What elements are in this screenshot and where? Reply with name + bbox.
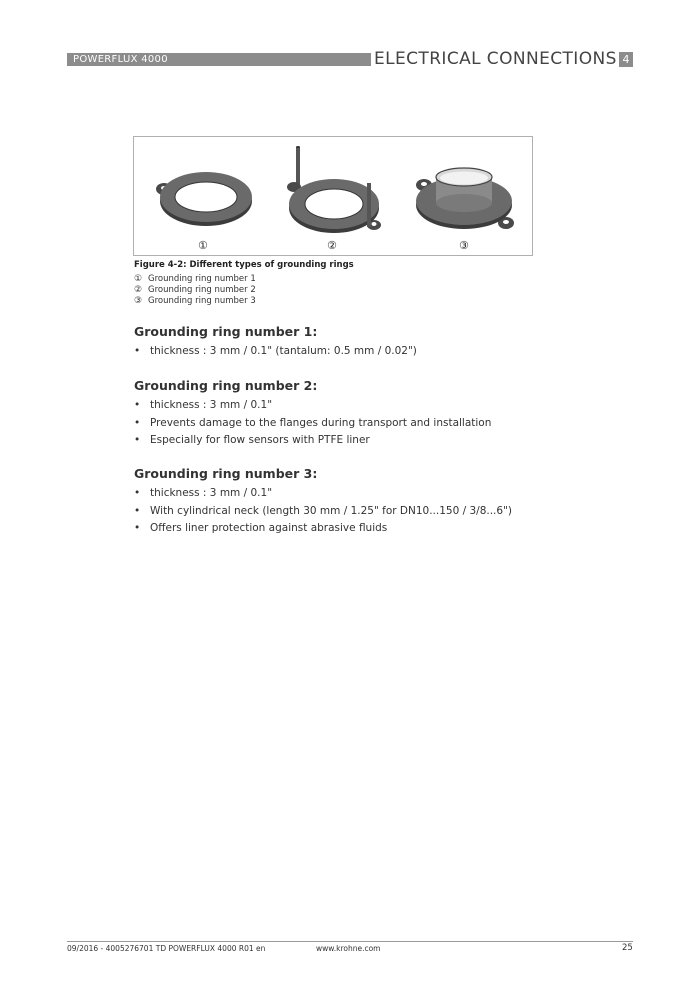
grounding-ring-2-image: [287, 146, 381, 233]
footer-website-link[interactable]: www.krohne.com: [316, 944, 381, 953]
legend-text: Grounding ring number 1: [148, 274, 256, 284]
header-bar: [67, 53, 371, 66]
grounding-ring-1-image: [156, 172, 252, 226]
bullet-dot: •: [134, 434, 141, 446]
legend-mark: ③: [134, 296, 143, 306]
bullet-item: [134, 520, 512, 538]
bullet-dot: •: [134, 487, 141, 499]
product-name: POWERFLUX 4000: [73, 54, 168, 65]
bullet-item: [134, 503, 512, 521]
bullet-item: [134, 415, 491, 433]
bullet-list-ring-2: [134, 397, 491, 450]
bullet-text: Especially for flow sensors with PTFE liner: [150, 434, 370, 446]
bullet-list-ring-3: [134, 485, 512, 538]
bullet-item: [134, 397, 491, 415]
legend-text: Grounding ring number 3: [148, 296, 256, 306]
figure-caption: Figure 4-2: Different types of grounding rings: [134, 260, 354, 270]
bullet-dot: •: [134, 504, 141, 517]
legend-mark: ②: [134, 285, 143, 295]
figure-number-1: ①: [198, 239, 208, 252]
figure-frame: [133, 136, 533, 256]
legend-item: [134, 296, 256, 307]
bullet-text: Prevents damage to the flanges during transport and installation: [150, 416, 492, 429]
legend-item: [134, 285, 256, 296]
figure-legend: [134, 274, 256, 307]
section-title-ring-3: Grounding ring number 3:: [134, 466, 318, 481]
bullet-text: thickness : 3 mm / 0.1" (tantalum: 0.5 mm / 0.02"): [150, 345, 417, 357]
bullet-text: Offers liner protection against abrasive fluids: [150, 522, 388, 534]
grounding-ring-3-image: [416, 168, 514, 229]
legend-mark: ①: [134, 274, 143, 284]
figure-number-3: ③: [459, 239, 469, 252]
footer-document-id: 09/2016 - 4005276701 TD POWERFLUX 4000 R01 en: [67, 944, 266, 953]
bullet-text: thickness : 3 mm / 0.1": [150, 487, 273, 499]
bullet-text: With cylindrical neck (length 30 mm / 1.25" for DN10...150 / 3/8...6"): [150, 504, 512, 517]
section-title-ring-1: Grounding ring number 1:: [134, 324, 318, 339]
section-title-ring-2: Grounding ring number 2:: [134, 378, 318, 393]
bullet-text: thickness : 3 mm / 0.1": [150, 399, 273, 411]
figure-number-2: ②: [327, 239, 337, 252]
bullet-dot: •: [134, 522, 141, 534]
page-number: 25: [622, 943, 633, 953]
bullet-dot: •: [134, 416, 141, 429]
chapter-number: 4: [619, 52, 633, 67]
bullet-item: [134, 432, 491, 450]
legend-text: Grounding ring number 2: [148, 285, 256, 295]
legend-item: [134, 274, 256, 285]
bullet-item: [134, 343, 417, 361]
bullet-dot: •: [134, 345, 141, 357]
bullet-list-ring-1: [134, 343, 417, 361]
bullet-item: [134, 485, 512, 503]
footer-divider: [67, 941, 633, 942]
chapter-title: ELECTRICAL CONNECTIONS: [374, 49, 617, 69]
bullet-dot: •: [134, 399, 141, 411]
